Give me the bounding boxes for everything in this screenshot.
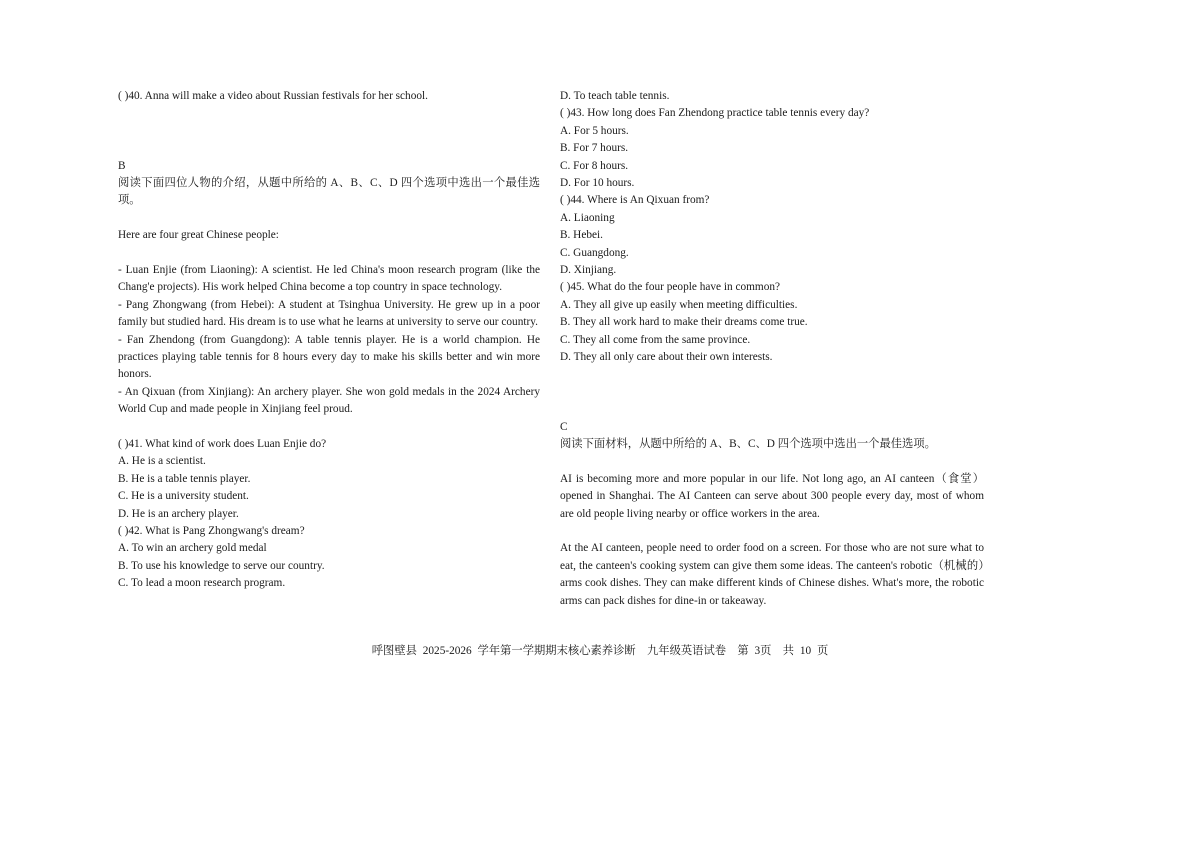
question-41-option-a: A. He is a scientist.: [118, 455, 206, 468]
page-footer: 呼图壁县 2025-2026 学年第一学期期末核心素养诊断 九年级英语试卷 第 3页 共 10 页: [371, 645, 829, 657]
question-42-option-c: C. To lead a moon research program.: [118, 577, 286, 590]
question-43-option-b: B. For 7 hours.: [560, 142, 629, 155]
question-42-option-a: A. To win an archery gold medal: [118, 542, 267, 555]
question-41-option-d: D. He is an archery player.: [118, 507, 239, 520]
section-c-instruction: 阅读下面材料，从题中所给的 A、B、C、D 四个选项中选出一个最佳选项。: [560, 438, 936, 451]
question-42-option-b: B. To use his knowledge to serve our country.: [118, 559, 325, 572]
question-44-option-c: C. Guangdong.: [560, 246, 629, 259]
people-intro: Here are four great Chinese people:: [118, 229, 279, 242]
question-43-option-c: C. For 8 hours.: [560, 159, 629, 172]
passage-paragraph-2: At the AI canteen, people need to order food on a screen. For those who are not sure what to eat, the canteen's cooking system can give them some ideas. The canteen's robotic（机械的）arms cook dishes. They can make different kinds of Chinese dishes. What's more, the robotic arms can pack dishes for dine-in or takeaway.: [560, 542, 984, 607]
question-41-option-b: B. He is a table tennis player.: [118, 472, 251, 485]
question-41-stem: ( )41. What kind of work does Luan Enjie do?: [118, 438, 327, 451]
person-pang-zhongwang: - Pang Zhongwang (from Hebei): A student at Tsinghua University. He grew up in a poor family but studied hard. His dream is to use what he learns at university to serve our country.: [118, 298, 540, 329]
person-an-qixuan: - An Qixuan (from Xinjiang): An archery player. She won gold medals in the 2024 Archery World Cup and made people in Xinjiang feel proud.: [118, 385, 540, 416]
question-45-option-b: B. They all work hard to make their dreams come true.: [560, 316, 808, 329]
question-43-stem: ( )43. How long does Fan Zhendong practice table tennis every day?: [560, 107, 870, 120]
question-45-stem: ( )45. What do the four people have in common?: [560, 281, 781, 294]
question-43-option-a: A. For 5 hours.: [560, 124, 629, 137]
question-43-option-d: D. For 10 hours.: [560, 177, 635, 190]
right-column: [560, 88, 984, 610]
question-45-option-a: A. They all give up easily when meeting difficulties.: [560, 298, 798, 311]
section-b-instruction: 阅读下面四位人物的介绍，从题中所给的 A、B、C、D 四个选项中选出一个最佳选项。: [118, 176, 540, 207]
question-42-option-d: D. To teach table tennis.: [560, 90, 670, 102]
person-fan-zhendong: - Fan Zhendong (from Guangdong): A table tennis player. He is a world champion. He practices playing table tennis for 8 hours every day to make his skills better and win more honors.: [118, 333, 540, 381]
question-44-option-b: B. Hebei.: [560, 229, 603, 242]
question-45-option-d: D. They all only care about their own interests.: [560, 351, 773, 364]
section-c-label: C: [560, 420, 568, 433]
question-42-stem: ( )42. What is Pang Zhongwang's dream?: [118, 525, 305, 538]
passage-paragraph-1: AI is becoming more and more popular in our life. Not long ago, an AI canteen（食堂）opened in Shanghai. The AI Canteen can serve about 300 people every day, most of whom are old people living nearby or office workers in the area.: [560, 472, 984, 520]
question-44-option-d: D. Xinjiang.: [560, 264, 617, 277]
question-44-option-a: A. Liaoning: [560, 211, 615, 224]
left-column: [118, 88, 540, 593]
question-40: ( )40. Anna will make a video about Russian festivals for her school.: [118, 90, 428, 102]
question-44-stem: ( )44. Where is An Qixuan from?: [560, 194, 710, 207]
question-45-option-c: C. They all come from the same province.: [560, 333, 751, 346]
section-b-label: B: [118, 159, 126, 172]
person-luan-enjie: - Luan Enjie (from Liaoning): A scientist. He led China's moon research program (like the Chang'e projects). His work helped China become a top country in space technology.: [118, 263, 540, 294]
question-41-option-c: C. He is a university student.: [118, 490, 249, 503]
